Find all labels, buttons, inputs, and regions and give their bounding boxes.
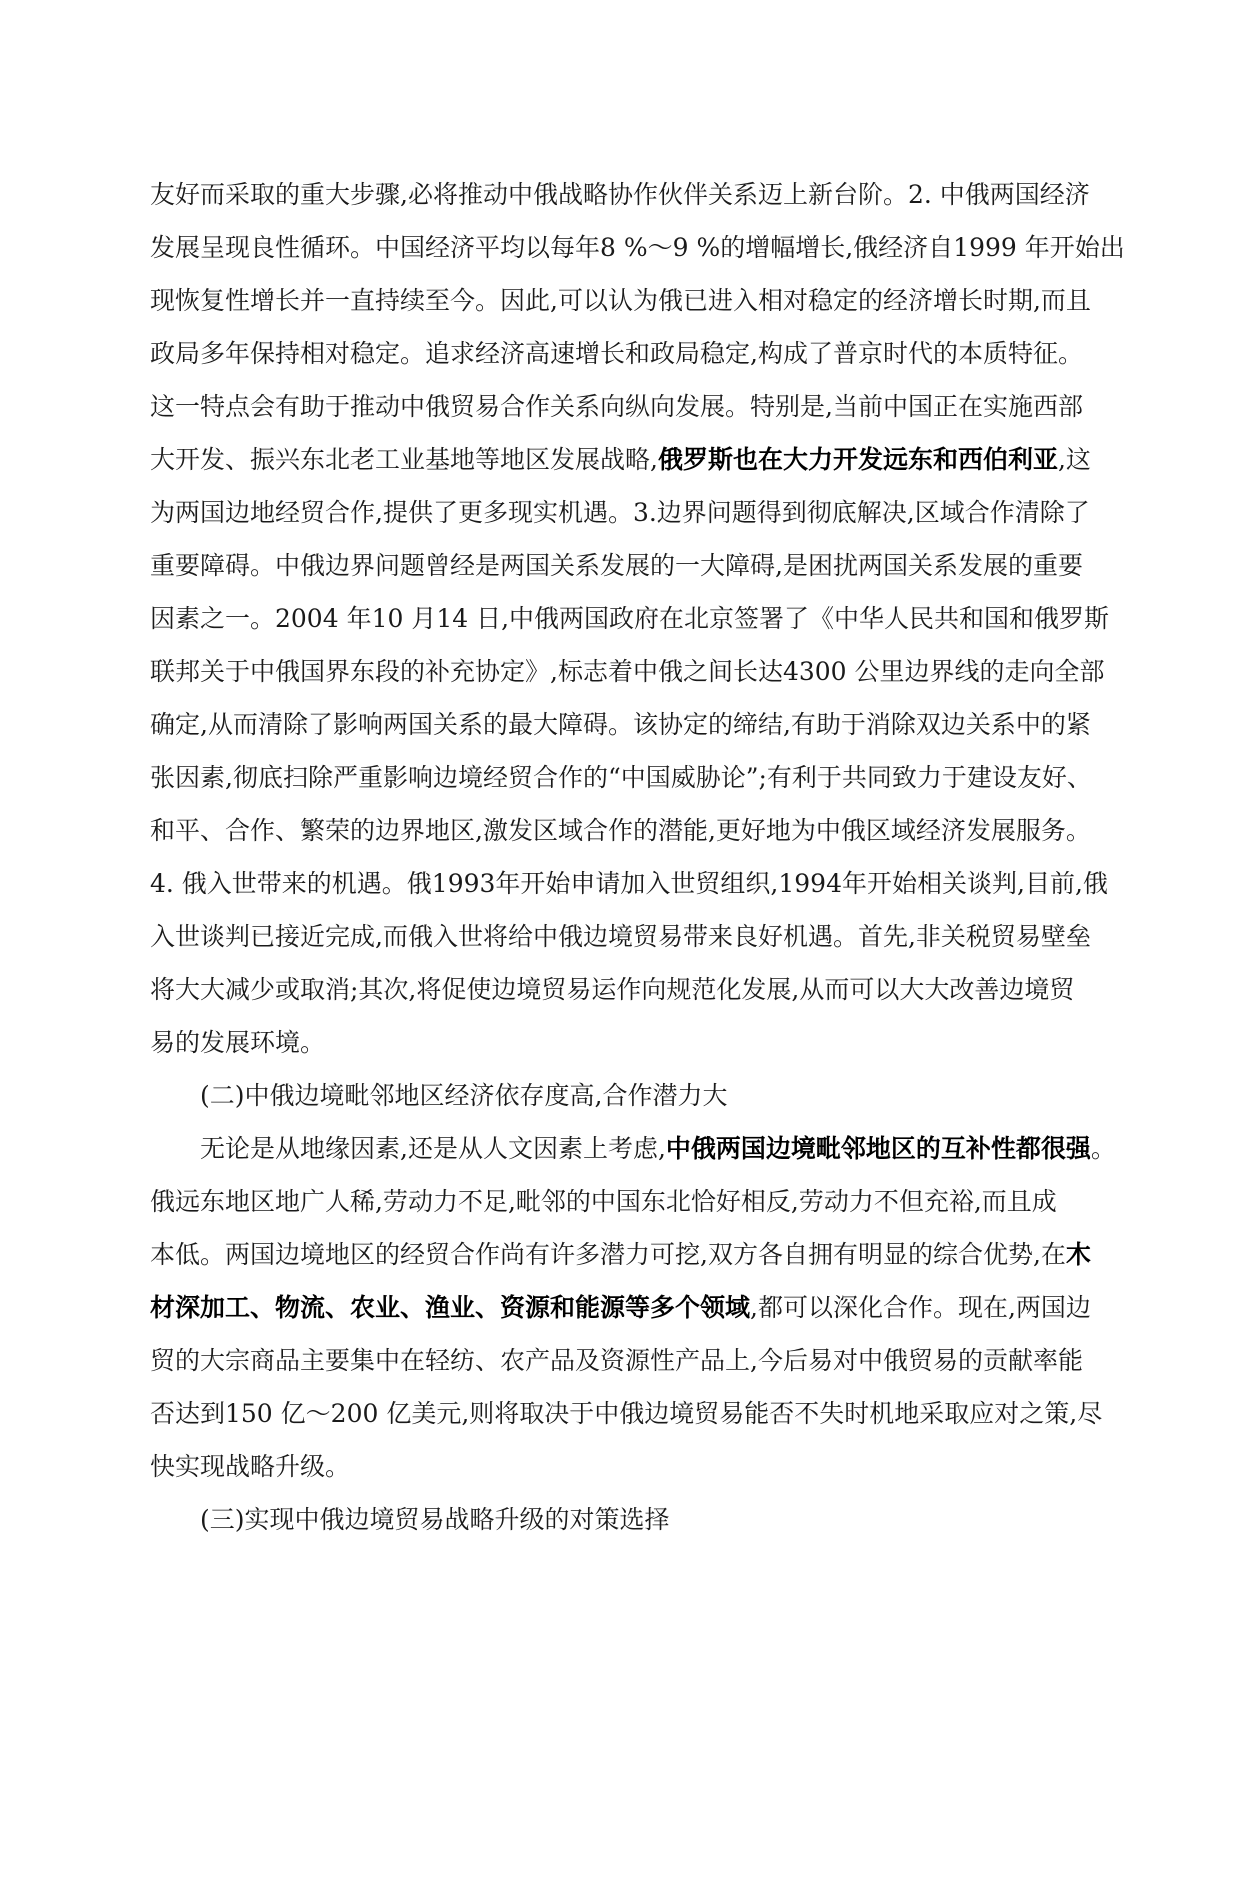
line-text: 无论是从地缘因素,还是从人文因素上考虑, xyxy=(200,1134,666,1163)
paragraph-line: 贸的大宗商品主要集中在轻纺、农产品及资源性产品上,今后易对中俄贸易的贡献率能 xyxy=(150,1346,1083,1375)
paragraph-line: 将大大减少或取消;其次,将促使边境贸易运作向规范化发展,从而可以大大改善边境贸 xyxy=(150,975,1075,1004)
paragraph-line: 和平、合作、繁荣的边界地区,激发区域合作的潜能,更好地为中俄区域经济发展服务。 xyxy=(150,816,1091,845)
line-text: ,都可以深化合作。现在,两国边 xyxy=(750,1293,1091,1322)
bold-emphasis: 中俄两国边境毗邻地区的互补性都很强 xyxy=(665,1134,1091,1163)
paragraph-line: 入世谈判已接近完成,而俄入世将给中俄边境贸易带来良好机遇。首先,非关税贸易壁垒 xyxy=(150,922,1091,951)
paragraph-line: 快实现战略升级。 xyxy=(150,1452,351,1481)
paragraph-line: 易的发展环境。 xyxy=(150,1028,326,1057)
paragraph-line: 友好而采取的重大步骤,必将推动中俄战略协作伙伴关系迈上新台阶。2. 中俄两国经济 xyxy=(150,180,1090,209)
paragraph-line xyxy=(150,1238,1110,1272)
paragraph-line: 重要障碍。中俄边界问题曾经是两国关系发展的一大障碍,是困扰两国关系发展的重要 xyxy=(150,551,1083,580)
paragraph-line: 张因素,彻底扫除严重影响边境经贸合作的“中国威胁论”;有利于共同致力于建设友好、 xyxy=(150,763,1092,792)
paragraph-line xyxy=(200,1132,1116,1166)
section-heading: (三)实现中俄边境贸易战略升级的对策选择 xyxy=(200,1505,670,1534)
paragraph-line: 因素之一。2004 年10 月14 日,中俄两国政府在北京签署了《中华人民共和国和俄罗斯 xyxy=(150,604,1110,633)
section-heading: (二)中俄边境毗邻地区经济依存度高,合作潜力大 xyxy=(200,1081,728,1110)
paragraph-line xyxy=(150,1291,1110,1325)
paragraph-line: 确定,从而清除了影响两国关系的最大障碍。该协定的缔结,有助于消除双边关系中的紧 xyxy=(150,710,1091,739)
paragraph-line: 4. 俄入世带来的机遇。俄1993年开始申请加入世贸组织,1994年开始相关谈判,目前,俄 xyxy=(150,869,1108,898)
bold-emphasis: 木 xyxy=(1065,1240,1091,1269)
paragraph-line: 联邦关于中俄国界东段的补充协定》,标志着中俄之间长达4300 公里边界线的走向全部 xyxy=(150,657,1105,686)
bold-emphasis: 俄罗斯也在大力开发远东和西伯利亚 xyxy=(657,445,1058,474)
paragraph-line: 发展呈现良性循环。中国经济平均以每年8 %～9 %的增幅增长,俄经济自1999 年开始出 xyxy=(150,233,1125,262)
line-text: 大开发、振兴东北老工业基地等地区发展战略, xyxy=(150,445,658,474)
paragraph-line: 这一特点会有助于推动中俄贸易合作关系向纵向发展。特别是,当前中国正在实施西部 xyxy=(150,392,1083,421)
line-text: 。 xyxy=(1090,1134,1116,1163)
paragraph-line: 俄远东地区地广人稀,劳动力不足,毗邻的中国东北恰好相反,劳动力不但充裕,而且成 xyxy=(150,1187,1057,1216)
paragraph-line: 现恢复性增长并一直持续至今。因此,可以认为俄已进入相对稳定的经济增长时期,而且 xyxy=(150,286,1091,315)
line-text: 本低。两国边境地区的经贸合作尚有许多潜力可挖,双方各自拥有明显的综合优势,在 xyxy=(150,1240,1066,1269)
paragraph-line xyxy=(150,443,1110,477)
paragraph-line: 为两国边地经贸合作,提供了更多现实机遇。3.边界问题得到彻底解决,区域合作清除了 xyxy=(150,498,1090,527)
line-text: ,这 xyxy=(1057,445,1091,474)
paragraph-line: 否达到150 亿～200 亿美元,则将取决于中俄边境贸易能否不失时机地采取应对之策,尽 xyxy=(150,1399,1103,1428)
paragraph-line: 政局多年保持相对稳定。追求经济高速增长和政局稳定,构成了普京时代的本质特征。 xyxy=(150,339,1083,368)
bold-emphasis: 材深加工、物流、农业、渔业、资源和能源等多个领域 xyxy=(150,1293,751,1322)
